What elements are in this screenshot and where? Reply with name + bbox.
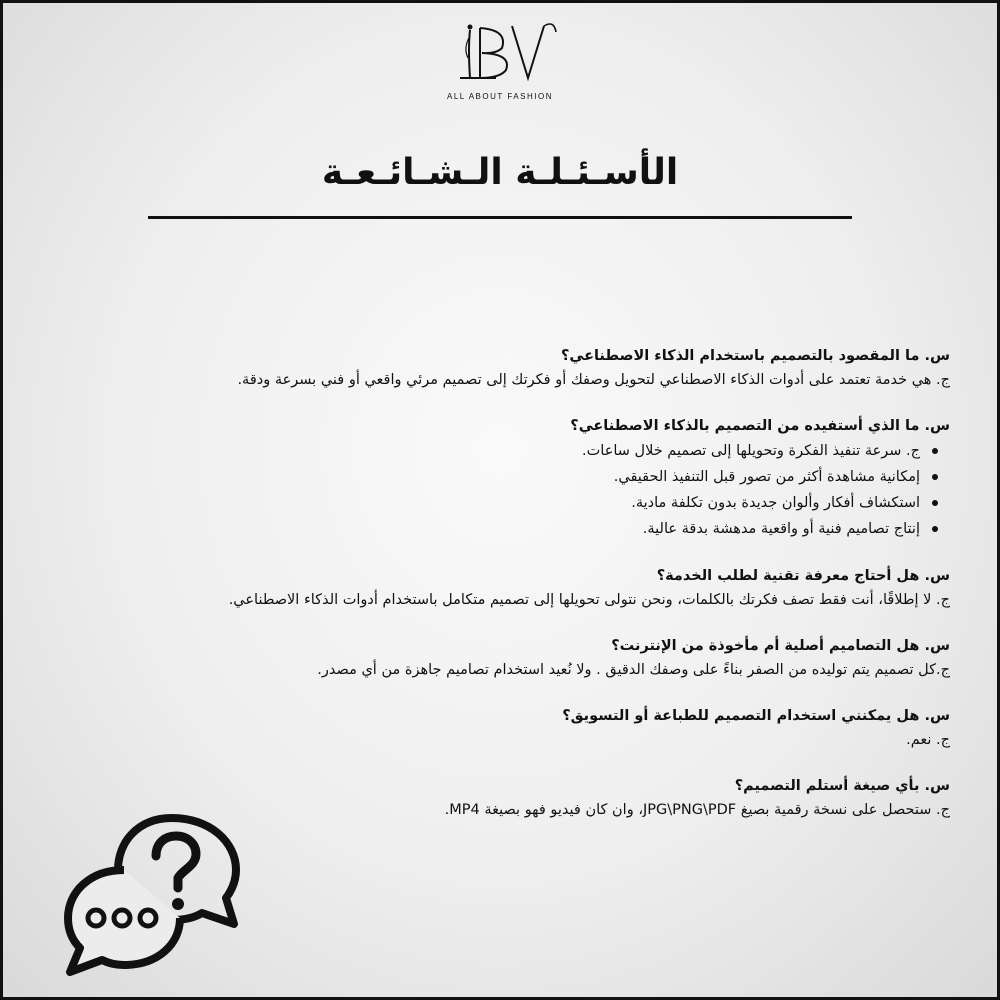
page-title: الأسـئـلـة الـشـائـعـة	[321, 152, 679, 193]
faq-bullet: ج. سرعة تنفيذ الفكرة وتحويلها إلى تصميم خلال ساعات.	[110, 438, 938, 464]
faq-answer: ج. لا إطلاقًا، أنت فقط تصف فكرتك بالكلمات، ونحن نتولى تحويلها إلى تصميم متكامل باستخدام أدوات الذكاء الاصطناعي.	[228, 592, 950, 608]
faq-bullet: استكشاف أفكار وألوان جديدة بدون تكلفة مادية.	[110, 490, 938, 516]
faq-question: س. ما الذي أستفيده من التصميم بالذكاء الاصطناعي؟	[570, 418, 950, 434]
faq-item	[110, 414, 950, 542]
faq-question: س. هل التصاميم أصلية أم مأخوذة من الإنترنت؟	[611, 638, 950, 654]
faq-question: س. هل أحتاج معرفة تقنية لطلب الخدمة؟	[656, 568, 950, 584]
faq-question: س. ما المقصود بالتصميم باستخدام الذكاء الاصطناعي؟	[561, 348, 950, 364]
faq-item	[110, 564, 950, 612]
faq-answer: ج. هي خدمة تعتمد على أدوات الذكاء الاصطناعي لتحويل وصفك أو فكرتك إلى تصميم مرئي واقعي أو فني بسرعة ودقة.	[237, 372, 950, 388]
faq-question: س. هل يمكنني استخدام التصميم للطباعة أو التسويق؟	[562, 708, 950, 724]
faq-bullet: إمكانية مشاهدة أكثر من تصور قبل التنفيذ الحقيقي.	[110, 464, 938, 490]
chat-question-bubbles-icon	[60, 812, 260, 977]
faq-bullet-list	[110, 438, 950, 542]
faq-answer: ج. ستحصل على نسخة رقمية بصيغ JPG\PNG\PDF، وان كان فيديو فهو بصيغة MP4.	[444, 802, 950, 818]
faq-item	[110, 344, 950, 392]
brand-logo	[430, 18, 570, 104]
brand-tagline: ALL ABOUT FASHION	[447, 92, 553, 101]
title-underline	[148, 216, 852, 219]
faq-list	[110, 344, 950, 844]
faq-answer: ج. نعم.	[906, 732, 950, 748]
faq-item	[110, 704, 950, 752]
faq-item	[110, 634, 950, 682]
faq-bullet: إنتاج تصاميم فنية أو واقعية مدهشة بدقة عالية.	[110, 516, 938, 542]
bv-monogram-icon	[430, 18, 570, 92]
faq-answer: ج.كل تصميم يتم توليده من الصفر بناءً على وصفك الدقيق . ولا نُعيد استخدام تصاميم جاهزة من أي مصدر.	[317, 662, 950, 678]
faq-question: س. بأي صيغة أستلم التصميم؟	[734, 778, 950, 794]
